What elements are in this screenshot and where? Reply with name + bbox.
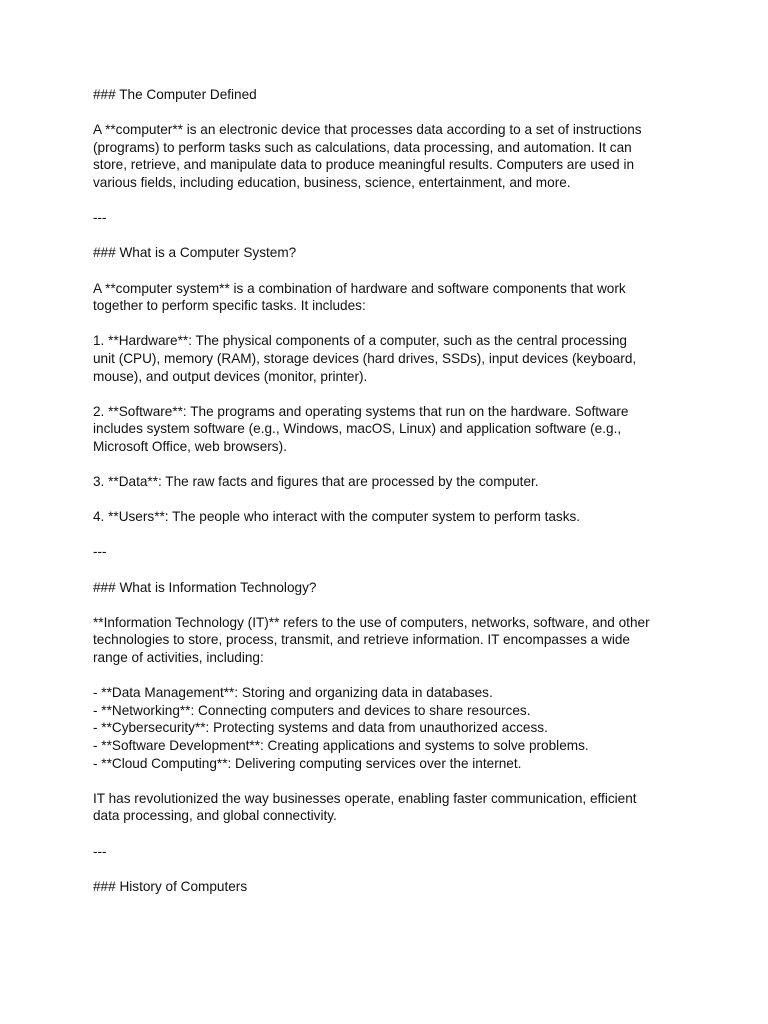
bullet-item: - **Data Management**: Storing and organizing data in databases. xyxy=(93,685,493,701)
paragraph-line: store, retrieve, and manipulate data to produce meaningful results. Computers are used in xyxy=(93,157,635,173)
section-heading: ### History of Computers xyxy=(93,878,248,894)
list-item-line: 2. **Software**: The programs and operating systems that run on the hardware. Software xyxy=(93,403,629,419)
horizontal-rule-text: --- xyxy=(93,544,107,560)
list-item-line: 4. **Users**: The people who interact with the computer system to perform tasks. xyxy=(93,509,581,525)
bullet-item: - **Networking**: Connecting computers and devices to share resources. xyxy=(93,702,531,718)
list-item-line: Microsoft Office, web browsers). xyxy=(93,438,287,454)
paragraph-line: A **computer system** is a combination of hardware and software components that work xyxy=(93,280,626,296)
paragraph-line: (programs) to perform tasks such as calculations, data processing, and automation. It can xyxy=(93,139,632,155)
paragraph-line: various fields, including education, business, science, entertainment, and more. xyxy=(93,174,571,190)
paragraph-line: IT has revolutionized the way businesses operate, enabling faster communication, efficient xyxy=(93,790,637,806)
list-item-line: mouse), and output devices (monitor, printer). xyxy=(93,368,368,384)
paragraph-line: A **computer** is an electronic device that processes data according to a set of instructions xyxy=(93,122,642,138)
horizontal-rule-text: --- xyxy=(93,210,107,226)
list-item-line: includes system software (e.g., Windows, macOS, Linux) and application software (e.g., xyxy=(93,421,622,437)
paragraph-line: technologies to store, process, transmit, and retrieve information. IT encompasses a wide xyxy=(93,632,630,648)
bullet-item: - **Software Development**: Creating applications and systems to solve problems. xyxy=(93,737,589,753)
section-heading: ### What is Information Technology? xyxy=(93,579,317,595)
paragraph-line: range of activities, including: xyxy=(93,650,264,665)
section-heading: ### The Computer Defined xyxy=(93,87,257,102)
section-heading: ### What is a Computer System? xyxy=(93,245,297,261)
bullet-item: - **Cloud Computing**: Delivering computing services over the internet. xyxy=(93,755,522,771)
horizontal-rule-text: --- xyxy=(93,843,107,859)
list-item-line: unit (CPU), memory (RAM), storage devices (hard drives, SSDs), input devices (keyboard, xyxy=(93,350,637,366)
paragraph-line: **Information Technology (IT)** refers to the use of computers, networks, software, and other xyxy=(93,614,650,630)
list-item-line: 1. **Hardware**: The physical components of a computer, such as the central processing xyxy=(93,333,627,349)
document-body xyxy=(93,86,693,895)
paragraph-line: data processing, and global connectivity. xyxy=(93,808,337,824)
list-item-line: 3. **Data**: The raw facts and figures that are processed by the computer. xyxy=(93,474,539,490)
bullet-item: - **Cybersecurity**: Protecting systems and data from unauthorized access. xyxy=(93,720,548,736)
paragraph-line: together to perform specific tasks. It includes: xyxy=(93,298,366,314)
